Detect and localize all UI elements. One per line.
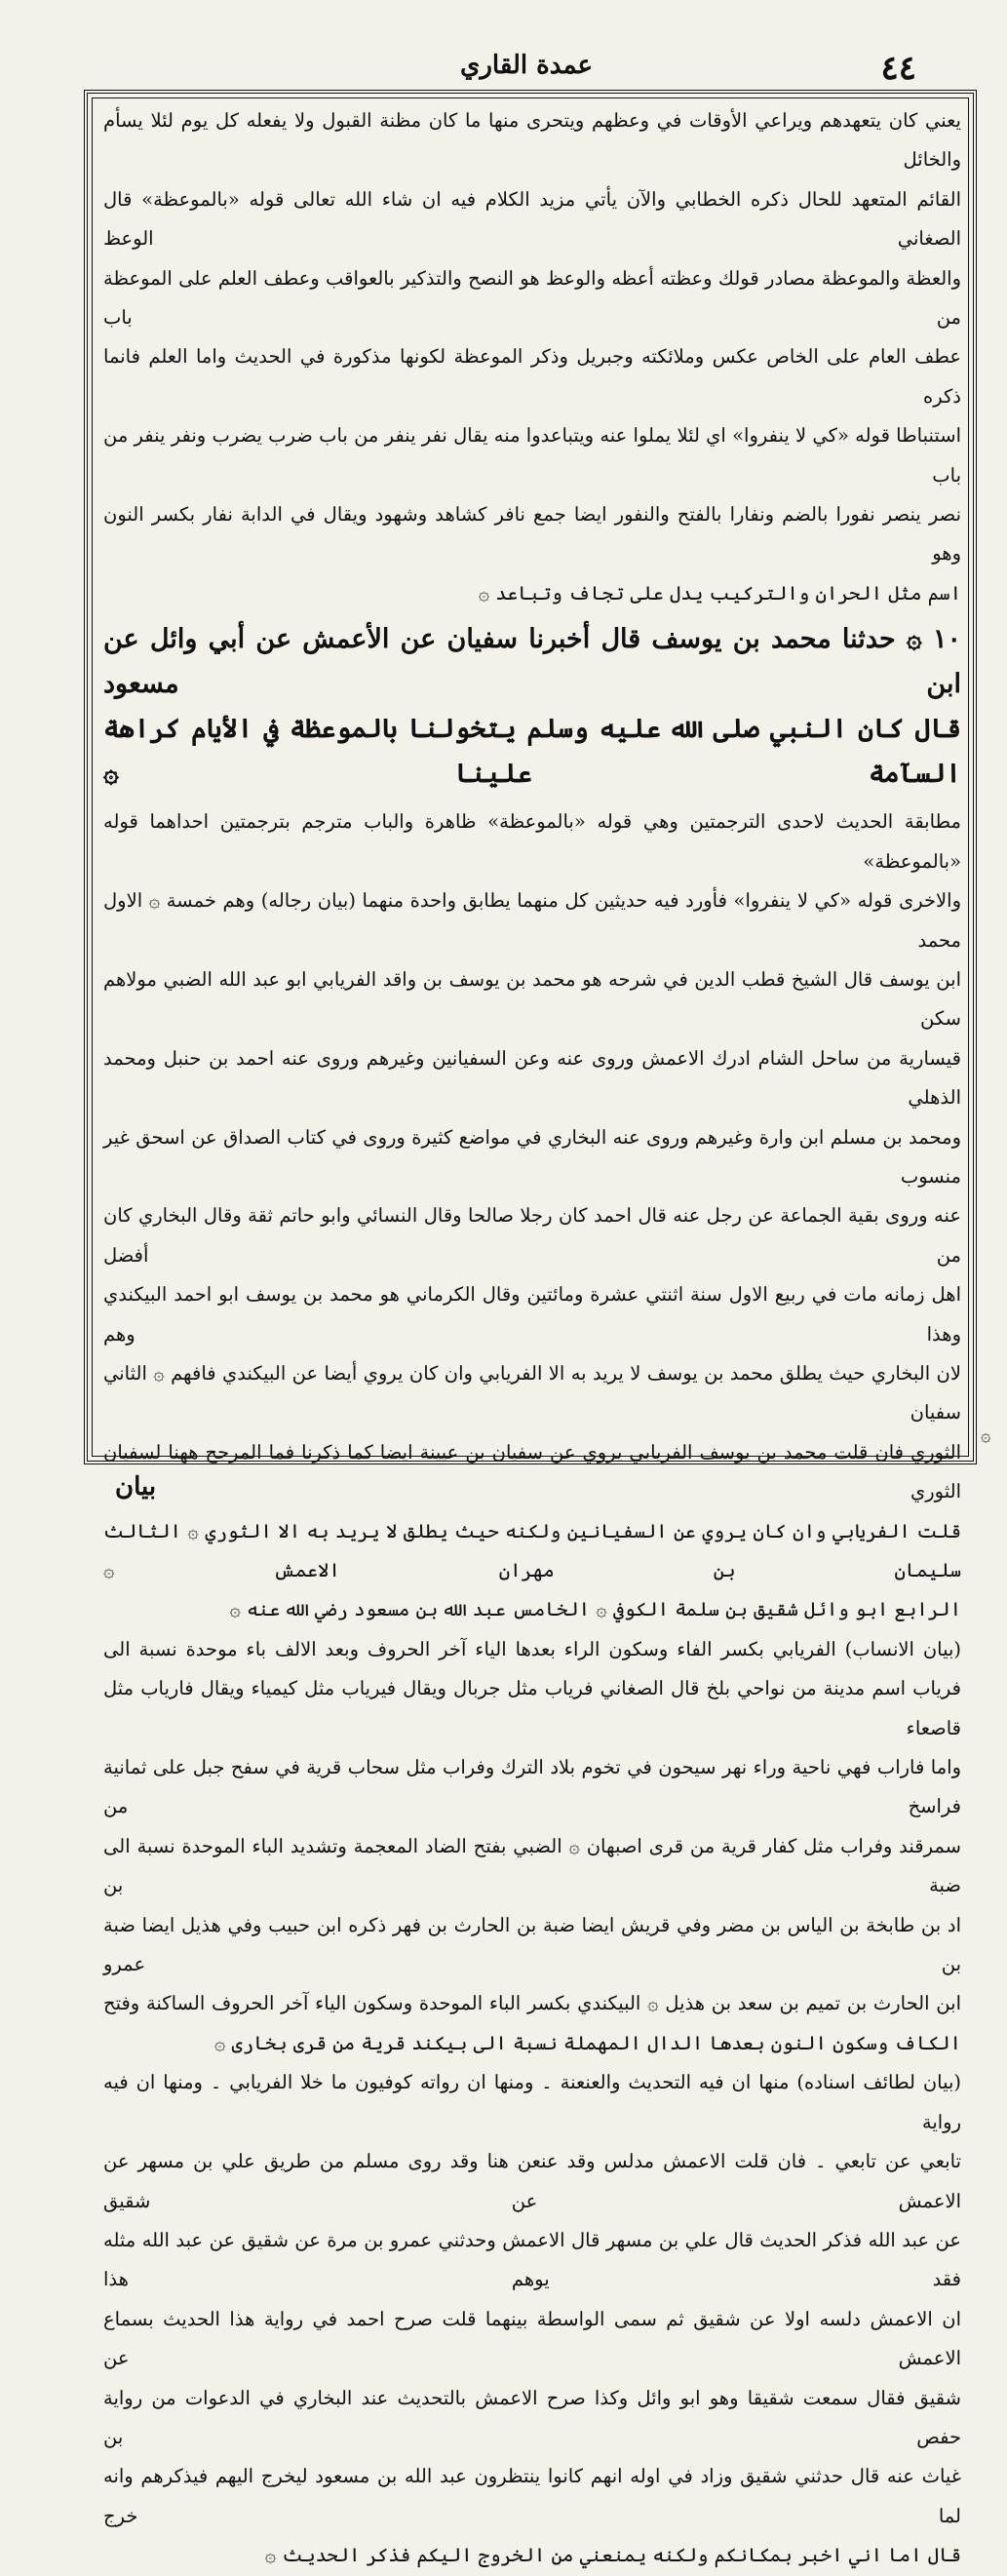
text-line: سمرقند وفراب مثل كفار قرية من قرى اصبهان ۞ الضبي بفتح الضاد المعجمة وتشديد الباء الموحدة نسبة الى ضبة بن: [103, 1834, 961, 1897]
page-header: [88, 49, 965, 90]
text-line: الرابع ابو وائل شقيق بن سلمة الكوفي ۞ الخامس عبد الله بن مسعود رضي الله عنه ۞: [229, 1598, 961, 1621]
commentary-paragraph-2: [103, 802, 961, 1630]
text-line: استنباطا قوله «كي لا ينفروا» اي لئلا يملوا عنه ويتباعدوا منه يقال نفر ينفر من باب ضرب يضرب ونفر ينفر من باب: [103, 424, 961, 487]
text-line: عنه وروى بقية الجماعة عن رجل عنه قال احمد كان رجلا صالحا وقال النسائي وابو حاتم ثقة وقال البخاري كان من أفضل: [103, 1204, 961, 1267]
running-title: عمدة القاري: [460, 51, 593, 80]
text-line: ابن يوسف قال الشيخ قطب الدين في شرحه هو محمد بن يوسف بن واقد الفريابي ابو عبد الله الضبي مولاهم سكن: [103, 967, 961, 1031]
text-line: الكاف وسكون النون بعدها الدال المهملة نسبة الى بيكند قرية من قرى بخارى ۞: [213, 2031, 961, 2054]
text-line: ابن الحارث بن تميم بن سعد بن هذيل ۞ البيكندي بكسر الباء الموحدة وسكون الياء آخر الحروف الساكنة وفتح: [103, 1992, 961, 2015]
margin-mark: ۞: [981, 1425, 991, 1446]
text-line: مطابقة الحديث لاحدى الترجمتين وهي قوله «بالموعظة» ظاهرة والباب مترجم بترجمتين احداهما قوله «بالموعظة»: [103, 810, 961, 873]
text-line: ان الاعمش دلسه اولا عن شقيق ثم سمى الواسطة بينهما قلت صرح احمد في رواية هذا الحديث بسماع الاعمش عن: [103, 2307, 961, 2370]
text-line: الثوري فان قلت محمد بن يوسف الفريابي يروي عن سفيان بن عيينة ايضا كما ذكرنا فما المرجح ههنا لسفيان الثوري: [103, 1440, 961, 1503]
text-line: نصر ينصر نفورا بالضم ونفارا بالفتح والنفور ايضا جمع نافر كشاهد وشهود ويقال في الدابة نفار بكسر النون وهو: [103, 503, 961, 566]
hadith-text: [103, 617, 961, 797]
text-line: (بيان لطائف اسناده) منها ان فيه التحديث والعنعنة ۔ ومنها ان رواته كوفيون ما خلا الفريابي ۔ ومنها ان فيه رواية: [103, 2071, 961, 2133]
commentary-paragraph-3: [103, 1630, 961, 2063]
text-line: القائم المتعهد للحال ذكره الخطابي والآن يأتي مزيد الكلام فيه ان شاء الله تعالى قوله «بالموعظة» قال الصغاني الوعظ: [103, 187, 961, 251]
text-line: والعظة والموعظة مصادر قولك وعظته أعظه والوعظ هو النصح والتذكير بالعواقب وعطف العلم على الموعظة من باب: [103, 266, 961, 330]
catchword: بيان: [115, 1472, 157, 1502]
text-line: عن عبد الله فذكر الحديث قال علي بن مسهر قال الاعمش وحدثني عمرو بن مرة عن شقيق عن عبد الله مثله فقد يوهم هذا: [103, 2228, 961, 2291]
page-number: ٤٤: [880, 49, 916, 88]
text-line: ١٠ ۞ حدثنا محمد بن يوسف قال أخبرنا سفيان عن الأعمش عن أبي وائل عن ابن مسعود: [103, 624, 961, 700]
text-line: يعني كان يتعهدهم ويراعي الأوقات في وعظهم ويتحرى منها ما كان مظنة القبول ولا يفعله كل يوم لئلا يسأم والخائل: [103, 109, 961, 172]
text-line: شقيق فقال سمعت شقيقا وهو ابو وائل وكذا صرح الاعمش بالتحديث عند البخاري في الدعوات من رواية حفص بن: [103, 2386, 961, 2448]
commentary-paragraph-1: [103, 101, 961, 613]
page-content: [103, 101, 961, 2567]
text-line: لان البخاري حيث يطلق محمد بن يوسف لا يريد به الا الفريابي وان كان يروي أيضا عن البيكندي فافهم ۞ الثاني سفيان: [103, 1361, 961, 1425]
text-line: فرياب اسم مدينة من نواحي بلخ قال الصغاني فرياب مثل جربال ويقال فيرياب مثل كيمياء ويقال فارياب مثل قاصعاء: [103, 1677, 961, 1739]
text-line: (بيان الانساب) الفريابي بكسر الفاء وسكون الراء بعدها الياء آخر الحروف وبعد الالف باء موحدة نسبة الى: [103, 1637, 961, 1660]
text-line: عطف العام على الخاص عكس وملائكته وجبريل وذكر الموعظة لكونها مذكورة في الحديث واما العلم فانما ذكره: [103, 345, 961, 408]
text-line: غياث عنه قال حدثني شقيق وزاد في اوله انهم كانوا ينتظرون عبد الله بن مسعود ليخرج اليهم فيذكرهم وانه لما خرج: [103, 2465, 961, 2527]
commentary-paragraph-4: [103, 2063, 961, 2575]
text-line: تابعي عن تابعي ۔ فان قلت الاعمش مدلس وقد عنعن هنا وقد روى مسلم من طريق علي بن مسهر عن الاعمش عن شقيق: [103, 2150, 961, 2212]
text-line: واما فاراب فهي ناحية وراء نهر سيحون في تخوم بلاد الترك وفراب مثل سحاب قرية في سفح جبل على ثمانية فراسخ من: [103, 1756, 961, 1818]
text-line: قال اما اني اخبر بمكانكم ولكنه يمنعني من الخروج اليكم فذكر الحديث ۞: [264, 2544, 961, 2567]
text-line: اد بن طابخة بن الياس بن مضر وفي قريش ايضا ضبة بن الحارث بن فهر ذكره ابن حبيب وفي هذيل ايضا ضبة بن عمرو: [103, 1913, 961, 1976]
text-line: قلت الفريابي وان كان يروي عن السفيانين ولكنه حيث يطلق لا يريد به الا الثوري ۞ الثالث سليمان بن مهران الاعمش ۞: [103, 1519, 961, 1581]
text-line: قيسارية من ساحل الشام ادرك الاعمش وروى عنه وعن السفيانين وغيرهم وروى عنه احمد بن حنبل ومحمد الذهلي: [103, 1046, 961, 1110]
text-line: اهل زمانه مات في ربيع الاول سنة اثنتي عشرة ومائتين وقال الكرماني هو محمد بن يوسف ابو احمد البيكندي وهذا وهم: [103, 1283, 961, 1346]
text-line: ومحمد بن مسلم ابن وارة وغيرهم وروى عنه البخاري في مواضع كثيرة وروى في كتاب الصداق عن اسحق غير منسوب: [103, 1125, 961, 1188]
text-line: والاخرى قوله «كي لا ينفروا» فأورد فيه حديثين كل منهما يطابق واحدة منهما (بيان رجاله) وهم خمسة ۞ الاول محمد: [103, 889, 961, 952]
text-line: قال كان النبي صلى الله عليه وسلم يتخولنا بالموعظة في الأيام كراهة السآمة علينا ۞: [103, 714, 961, 790]
text-line: اسم مثل الحران والتركيب يدل على تجاف وتباعد ۞: [478, 581, 961, 605]
